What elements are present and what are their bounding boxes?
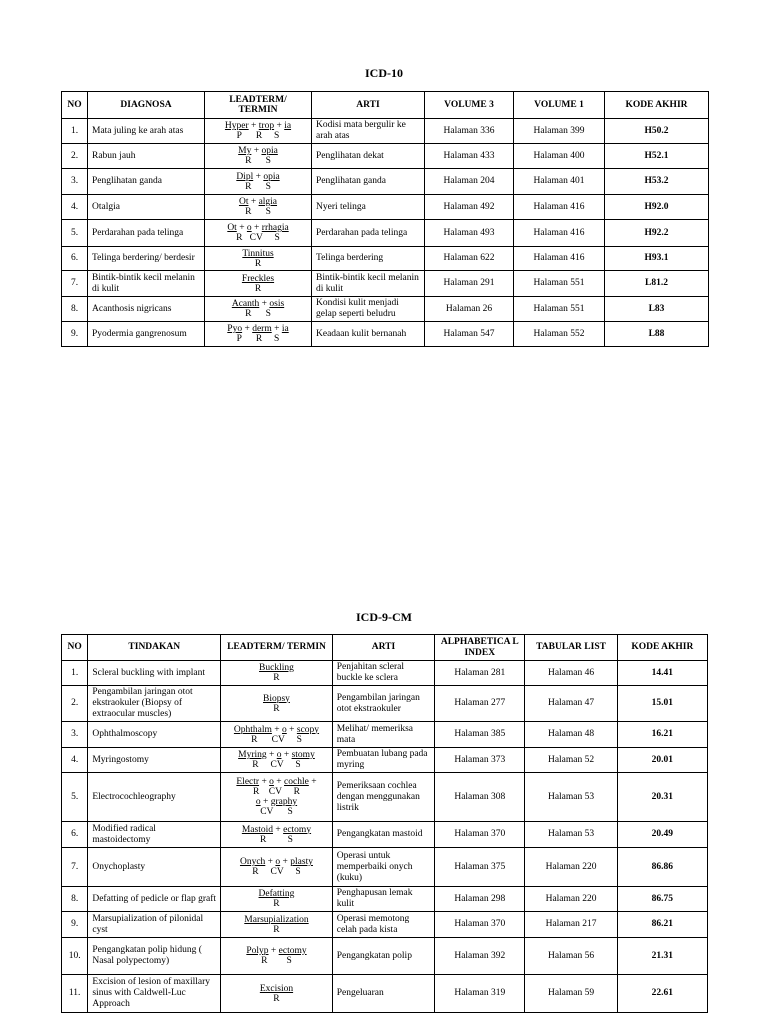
row-final-code: H50.2: [605, 119, 709, 144]
leadterm-terms: [207, 172, 309, 182]
row-final-code: H92.2: [605, 220, 709, 247]
row-tabular-page: Halaman 217: [525, 912, 617, 938]
row-index-page: Halaman 492: [425, 195, 514, 220]
leadterm-roles: R: [273, 924, 280, 935]
row-number: 2.: [62, 144, 88, 169]
leadterm-cell: [221, 887, 333, 912]
row-description: Ophthalmoscopy: [88, 722, 221, 748]
leadterm-cell: [221, 661, 333, 686]
header-arti: ARTI: [332, 635, 434, 661]
row-tabular-page: Halaman 416: [514, 195, 605, 220]
row-index-page: Halaman 277: [435, 686, 525, 722]
term-plus: +: [273, 777, 285, 787]
row-description: Defatting of pedicle or flap graft: [88, 887, 221, 912]
leadterm-roles: R S: [245, 207, 271, 217]
row-tabular-page: Halaman 56: [525, 938, 617, 975]
table-row: [62, 887, 708, 912]
row-final-code: 16.21: [617, 722, 707, 748]
term-plus: +: [253, 171, 264, 182]
row-index-page: Halaman 373: [435, 748, 525, 773]
leadterm-cell: [205, 169, 312, 195]
leadterm-terms: [207, 146, 309, 156]
row-final-code: H52.1: [605, 144, 709, 169]
term-plus: +: [266, 750, 277, 760]
row-arti: Perdarahan pada telinga: [312, 220, 425, 247]
term-part: graphy: [270, 797, 298, 807]
term-part: Defatting: [258, 889, 295, 899]
row-final-code: H93.1: [605, 247, 709, 271]
leadterm-roles: R S: [259, 834, 293, 845]
term-plus: +: [248, 197, 259, 207]
row-number: 3.: [62, 169, 88, 195]
header-diagnosa: DIAGNOSA: [88, 92, 205, 119]
header-alphabetical-index: ALPHABETICA L INDEX: [435, 635, 525, 661]
icd9-title: ICD-9-CM: [356, 610, 412, 624]
icd10-table: [61, 91, 709, 347]
row-tabular-page: Halaman 220: [525, 887, 617, 912]
term-plus: +: [273, 824, 284, 835]
leadterm-cell: [205, 322, 312, 347]
term-plus: +: [248, 121, 259, 131]
row-index-page: Halaman 622: [425, 247, 514, 271]
row-number: 9.: [62, 912, 88, 938]
table-row: [62, 661, 708, 686]
leadterm-terms: [223, 889, 330, 899]
term-part: opia: [261, 146, 278, 156]
term-part: Pyo: [227, 324, 243, 334]
row-description: Otalgia: [88, 195, 205, 220]
row-tabular-page: Halaman 53: [525, 773, 617, 822]
leadterm-roles: P R S: [236, 334, 280, 344]
row-description: Bintik-bintik kecil melanin di kulit: [88, 271, 205, 297]
term-part: o: [269, 777, 274, 787]
header-volume-1: VOLUME 1: [514, 92, 605, 119]
row-description: Mata juling ke arah atas: [88, 119, 205, 144]
row-final-code: L88: [605, 322, 709, 347]
row-final-code: 22.61: [617, 975, 707, 1013]
row-tabular-page: Halaman 401: [514, 169, 605, 195]
row-final-code: 14.41: [617, 661, 707, 686]
term-plus: +: [259, 777, 270, 787]
term-part: Excision: [259, 983, 294, 994]
term-part: opia: [263, 171, 280, 182]
leadterm-cell: [205, 271, 312, 297]
term-part: ia: [281, 324, 289, 334]
leadterm-terms: [223, 857, 330, 867]
row-number: 2.: [62, 686, 88, 722]
row-number: 4.: [62, 748, 88, 773]
leadterm-cell: [221, 748, 333, 773]
leadterm-roles: R CV S: [251, 734, 302, 745]
leadterm-cell: [205, 220, 312, 247]
row-arti: Kodisi mata bergulir ke arah atas: [312, 119, 425, 144]
header-kode-akhir: KODE AKHIR: [605, 92, 709, 119]
row-number: 1.: [62, 661, 88, 686]
row-number: 1.: [62, 119, 88, 144]
row-final-code: 20.31: [617, 773, 707, 822]
row-index-page: Halaman 204: [425, 169, 514, 195]
header-tindakan: TINDAKAN: [88, 635, 221, 661]
leadterm-cell: [221, 822, 333, 848]
leadterm-cell: [221, 912, 333, 938]
term-part: Marsupialization: [244, 914, 309, 925]
leadterm-terms: [207, 197, 309, 207]
leadterm-terms: [207, 121, 309, 131]
leadterm-roles-2: CV S: [260, 807, 293, 817]
term-part: Freckles: [241, 273, 275, 284]
leadterm-roles: R S: [245, 181, 271, 192]
row-tabular-page: Halaman 220: [525, 848, 617, 887]
term-part: algia: [258, 197, 278, 207]
leadterm-roles: R CV S: [252, 760, 301, 770]
row-number: 3.: [62, 722, 88, 748]
table-row: [62, 822, 708, 848]
table-row: [62, 195, 709, 220]
row-final-code: 21.31: [617, 938, 707, 975]
table-row: [62, 975, 708, 1013]
term-part: osis: [269, 299, 285, 309]
leadterm-terms: [207, 223, 309, 233]
term-plus: +: [259, 299, 270, 309]
term-part: Polyp: [246, 946, 269, 956]
row-index-page: Halaman 375: [435, 848, 525, 887]
row-index-page: Halaman 547: [425, 322, 514, 347]
row-final-code: 86.75: [617, 887, 707, 912]
leadterm-roles: R: [254, 283, 262, 294]
header-kode-akhir: KODE AKHIR: [617, 635, 707, 661]
table-row: [62, 748, 708, 773]
row-description: Pengangkatan polip hidung ( Nasal polypectomy): [88, 938, 221, 975]
row-arti: Nyeri telinga: [312, 195, 425, 220]
row-arti: Telinga berdering: [312, 247, 425, 271]
term-part: trop: [258, 121, 275, 131]
term-part: o: [282, 724, 287, 735]
leadterm-terms: [223, 825, 330, 835]
table-row: [62, 271, 709, 297]
row-number: 7.: [62, 848, 88, 887]
leadterm-cell: [221, 975, 333, 1013]
table-row: [62, 773, 708, 822]
term-part: Ot: [238, 197, 249, 207]
row-number: 9.: [62, 322, 88, 347]
leadterm-roles: R: [273, 703, 280, 714]
icd9-header-row: [62, 635, 708, 661]
row-description: Telinga berdering/ berdesir: [88, 247, 205, 271]
row-tabular-page: Halaman 551: [514, 271, 605, 297]
row-description: Scleral buckling with implant: [88, 661, 221, 686]
row-arti: Melihat/ memeriksa mata: [332, 722, 434, 748]
leadterm-roles: R S: [261, 956, 292, 966]
row-description: Pengambilan jaringan otot ekstraokuler (Biopsy of extraocular muscles): [88, 686, 221, 722]
table-row: [62, 119, 709, 144]
row-final-code: L83: [605, 297, 709, 322]
row-index-page: Halaman 385: [435, 722, 525, 748]
row-index-page: Halaman 336: [425, 119, 514, 144]
row-number: 8.: [62, 887, 88, 912]
header-no: NO: [62, 635, 88, 661]
row-arti: Penglihatan dekat: [312, 144, 425, 169]
row-final-code: 20.01: [617, 748, 707, 773]
term-part: Hyper: [224, 121, 249, 131]
table-row: [62, 169, 709, 195]
row-tabular-page: Halaman 399: [514, 119, 605, 144]
leadterm-roles: R CV S: [252, 867, 301, 877]
term-plus: +: [286, 724, 297, 735]
leadterm-roles: R: [254, 258, 262, 269]
row-description: Pyodermia gangrenosum: [88, 322, 205, 347]
term-part: o: [276, 750, 282, 760]
leadterm-cell: [221, 773, 333, 822]
table-row: [62, 322, 709, 347]
row-index-page: Halaman 319: [435, 975, 525, 1013]
header-no: NO: [62, 92, 88, 119]
row-index-page: Halaman 370: [435, 822, 525, 848]
row-index-page: Halaman 392: [435, 938, 525, 975]
row-index-page: Halaman 493: [425, 220, 514, 247]
row-arti: Pengeluaran: [332, 975, 434, 1013]
row-arti: Pengambilan jaringan otot ekstraokuler: [332, 686, 434, 722]
term-part: plasty: [290, 857, 313, 867]
term-part: scopy: [296, 724, 320, 735]
table-row: [62, 912, 708, 938]
leadterm-terms: [223, 984, 330, 994]
row-number: 5.: [62, 773, 88, 822]
row-arti: Operasi memotong celah pada kista: [332, 912, 434, 938]
leadterm-terms: [223, 777, 330, 787]
row-index-page: Halaman 291: [425, 271, 514, 297]
header-tabular-list: TABULAR LIST: [525, 635, 617, 661]
row-description: Excision of lesion of maxillary sinus with Caldwell-Luc Approach: [88, 975, 221, 1013]
leadterm-roles: R: [273, 673, 280, 683]
row-tabular-page: Halaman 552: [514, 322, 605, 347]
row-final-code: 86.86: [617, 848, 707, 887]
term-plus: +: [251, 146, 262, 156]
row-number: 8.: [62, 297, 88, 322]
row-final-code: 20.49: [617, 822, 707, 848]
header-volume-3: VOLUME 3: [425, 92, 514, 119]
row-description: Acanthosis nigricans: [88, 297, 205, 322]
term-part: ectomy: [283, 824, 312, 835]
row-arti: Penghapusan lemak kulit: [332, 887, 434, 912]
leadterm-terms: [223, 694, 330, 704]
row-tabular-page: Halaman 46: [525, 661, 617, 686]
leadterm-terms: [223, 946, 330, 956]
header-leadterm: LEADTERM/ TERMIN: [205, 92, 312, 119]
row-final-code: 86.21: [617, 912, 707, 938]
leadterm-roles: P R S: [236, 131, 280, 141]
leadterm-cell: [205, 195, 312, 220]
row-arti: Bintik-bintik kecil melanin di kulit: [312, 271, 425, 297]
term-part: derm: [252, 324, 272, 334]
term-part: rrhagia: [261, 223, 289, 233]
leadterm-cell: [221, 722, 333, 748]
leadterm-cell: [205, 144, 312, 169]
row-arti: Kondisi kulit menjadi gelap seperti beludru: [312, 297, 425, 322]
row-number: 11.: [62, 975, 88, 1013]
row-arti: Operasi untuk memperbaiki onych (kuku): [332, 848, 434, 887]
leadterm-terms: [223, 663, 330, 673]
row-arti: Pengangkatan mastoid: [332, 822, 434, 848]
table-row: [62, 297, 709, 322]
term-part: Onych: [239, 857, 266, 867]
row-number: 4.: [62, 195, 88, 220]
row-tabular-page: Halaman 400: [514, 144, 605, 169]
term-part: Mastoid: [241, 824, 273, 835]
term-part: Tinnitus: [242, 248, 274, 259]
leadterm-roles: R: [273, 993, 280, 1004]
leadterm-roles: R CV R: [252, 787, 301, 797]
term-part: Acanth: [231, 299, 260, 309]
row-final-code: H53.2: [605, 169, 709, 195]
term-plus: +: [251, 223, 262, 233]
row-index-page: Halaman 370: [435, 912, 525, 938]
icd10-title: ICD-10: [365, 66, 403, 80]
term-part: ectomy: [278, 946, 307, 956]
row-number: 10.: [62, 938, 88, 975]
row-index-page: Halaman 298: [435, 887, 525, 912]
table-row: [62, 220, 709, 247]
leadterm-terms: [207, 274, 309, 284]
row-number: 7.: [62, 271, 88, 297]
row-arti: Penjahitan scleral buckle ke sclera: [332, 661, 434, 686]
term-part: ia: [284, 121, 292, 131]
term-plus: +: [265, 857, 276, 867]
term-plus: +: [281, 750, 292, 760]
leadterm-cell: [221, 938, 333, 975]
term-part: cochle: [284, 777, 309, 787]
leadterm-terms-2: [223, 797, 330, 807]
row-index-page: Halaman 308: [435, 773, 525, 822]
table-row: [62, 144, 709, 169]
row-tabular-page: Halaman 53: [525, 822, 617, 848]
leadterm-roles: R CV S: [236, 233, 280, 243]
term-part: o: [275, 857, 281, 867]
leadterm-cell: [205, 297, 312, 322]
icd9-table: [61, 634, 708, 1013]
row-description: Myringostomy: [88, 748, 221, 773]
row-tabular-page: Halaman 52: [525, 748, 617, 773]
table-row: [62, 247, 709, 271]
term-part: stomy: [291, 750, 315, 760]
row-arti: Pembuatan lubang pada myring: [332, 748, 434, 773]
row-tabular-page: Halaman 416: [514, 220, 605, 247]
row-index-page: Halaman 26: [425, 297, 514, 322]
term-part: Ot: [227, 223, 237, 233]
term-part: Ophthalm: [233, 724, 272, 735]
leadterm-cell: [221, 848, 333, 887]
term-plus: +: [236, 223, 247, 233]
term-part: Biopsy: [263, 693, 290, 704]
row-description: Onychoplasty: [88, 848, 221, 887]
term-plus: +: [280, 857, 291, 867]
leadterm-terms: [223, 750, 330, 760]
row-index-page: Halaman 281: [435, 661, 525, 686]
leadterm-cell: [205, 247, 312, 271]
row-tabular-page: Halaman 47: [525, 686, 617, 722]
leadterm-roles: R S: [245, 309, 271, 319]
leadterm-terms: [223, 725, 330, 735]
term-plus: +: [271, 324, 282, 334]
leadterm-terms: [207, 249, 309, 259]
row-description: Penglihatan ganda: [88, 169, 205, 195]
row-description: Modified radical mastoidectomy: [88, 822, 221, 848]
term-plus: +: [242, 324, 253, 334]
row-index-page: Halaman 433: [425, 144, 514, 169]
row-description: Rabun jauh: [88, 144, 205, 169]
row-description: Perdarahan pada telinga: [88, 220, 205, 247]
term-plus: +: [274, 121, 285, 131]
leadterm-cell: [205, 119, 312, 144]
row-tabular-page: Halaman 551: [514, 297, 605, 322]
row-tabular-page: Halaman 416: [514, 247, 605, 271]
row-description: Electrocochleography: [88, 773, 221, 822]
row-description: Marsupialization of pilonidal cyst: [88, 912, 221, 938]
term-part: Myring: [238, 750, 267, 760]
term-plus: +: [271, 724, 283, 735]
row-arti: Pengangkatan polip: [332, 938, 434, 975]
row-number: 6.: [62, 822, 88, 848]
term-plus: +: [268, 946, 279, 956]
leadterm-cell: [221, 686, 333, 722]
term-part: Buckling: [259, 663, 294, 673]
term-part: Electr: [236, 777, 260, 787]
row-arti: Keadaan kulit bernanah: [312, 322, 425, 347]
table-row: [62, 722, 708, 748]
icd10-header-row: [62, 92, 709, 119]
table-row: [62, 848, 708, 887]
leadterm-terms: [207, 324, 309, 334]
term-part: o: [255, 797, 261, 807]
row-final-code: H92.0: [605, 195, 709, 220]
row-arti: Penglihatan ganda: [312, 169, 425, 195]
header-arti: ARTI: [312, 92, 425, 119]
header-leadterm: LEADTERM/ TERMIN: [221, 635, 333, 661]
term-plus: +: [260, 797, 271, 807]
term-part: o: [246, 223, 252, 233]
row-arti: Pemeriksaan cochlea dengan menggunakan listrik: [332, 773, 434, 822]
leadterm-terms: [207, 299, 309, 309]
leadterm-roles: R S: [245, 156, 271, 166]
row-tabular-page: Halaman 48: [525, 722, 617, 748]
table-row: [62, 938, 708, 975]
row-tabular-page: Halaman 59: [525, 975, 617, 1013]
row-number: 5.: [62, 220, 88, 247]
table-row: [62, 686, 708, 722]
row-final-code: 15.01: [617, 686, 707, 722]
term-plus: +: [308, 777, 317, 787]
term-part: My: [238, 146, 252, 156]
leadterm-roles: R: [273, 899, 280, 909]
term-part: Dipl: [236, 171, 254, 182]
row-number: 6.: [62, 247, 88, 271]
row-final-code: L81.2: [605, 271, 709, 297]
leadterm-terms: [223, 915, 330, 925]
